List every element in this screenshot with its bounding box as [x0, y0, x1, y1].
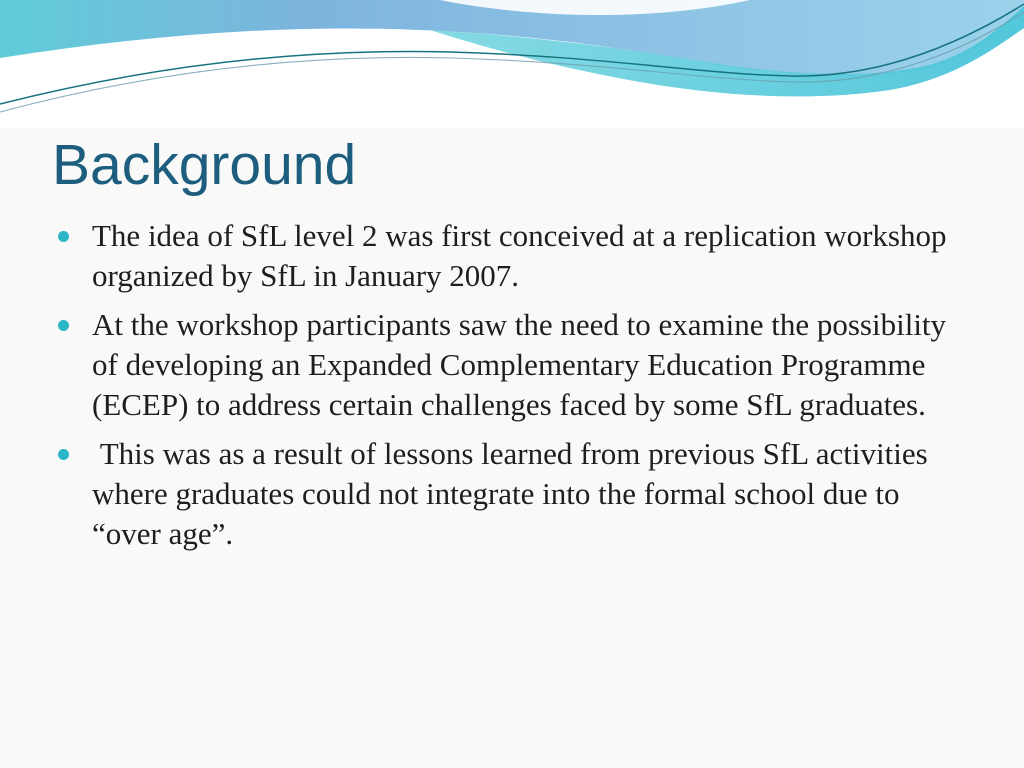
list-item [56, 216, 955, 296]
list-item [56, 434, 948, 554]
bullet-text: At the workshop participants saw the need to examine the possibility of developing an Expanded Complementary Education Programme (ECEP) to address certain challenges faced by some SfL graduates. [92, 307, 954, 422]
bullet-dot-icon [58, 449, 69, 460]
list-item [56, 305, 954, 425]
page-title: Background [52, 133, 357, 197]
bullet-list [56, 216, 955, 563]
header-wave-graphic [0, 0, 1024, 128]
bullet-text: The idea of SfL level 2 was first conceived at a replication workshop organized by SfL in January 2007. [92, 218, 955, 293]
bullet-text: This was as a result of lessons learned from previous SfL activities where graduates could not integrate into the formal school due to “over age”. [92, 436, 936, 551]
bullet-dot-icon [58, 231, 69, 242]
bullet-dot-icon [58, 320, 69, 331]
